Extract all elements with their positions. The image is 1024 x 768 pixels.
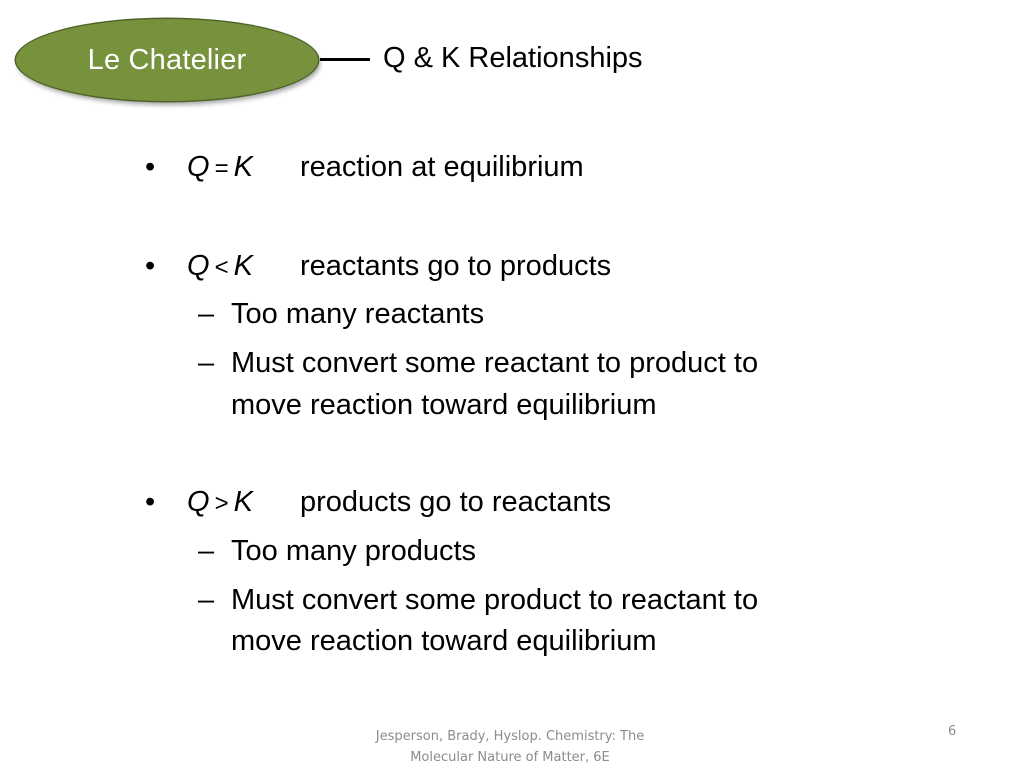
bullet-text: reactants go to products (300, 250, 612, 282)
relation-operator: = (214, 155, 229, 182)
relation-q-greater-than-k (187, 485, 253, 521)
bullet-marker: • (145, 250, 156, 282)
relation-right: K (233, 250, 253, 282)
sub-bullet-text-continued: move reaction toward equilibrium (231, 625, 657, 657)
sub-bullet-text: Must convert some reactant to product to (231, 347, 759, 379)
bullet-marker: • (145, 486, 156, 518)
relation-right: K (233, 486, 253, 518)
bullet-marker: • (145, 151, 156, 183)
bullet-text: reaction at equilibrium (300, 151, 584, 183)
page-number: 6 (948, 724, 957, 739)
footer-citation (340, 726, 680, 768)
sub-bullet-marker: – (198, 584, 215, 616)
slide-title: Q & K Relationships (383, 42, 643, 74)
le-chatelier-badge (16, 19, 318, 101)
citation-line-2: Molecular Nature of Matter, 6E (410, 750, 610, 765)
badge-label: Le Chatelier (87, 43, 247, 76)
sub-bullet-text: Too many reactants (231, 298, 485, 330)
sub-bullet-marker: – (198, 347, 215, 379)
bullet-text: products go to reactants (300, 486, 612, 518)
sub-bullet-text: Too many products (231, 535, 477, 567)
connector-line (320, 58, 370, 61)
sub-bullet-marker: – (198, 535, 215, 567)
relation-q-less-than-k (187, 249, 253, 285)
sub-bullet-text: Must convert some product to reactant to (231, 584, 759, 616)
relation-q-equals-k (187, 150, 253, 186)
relation-operator: > (214, 490, 229, 517)
relation-left: Q (187, 250, 210, 282)
relation-right: K (233, 151, 253, 183)
sub-bullet-text-continued: move reaction toward equilibrium (231, 389, 657, 421)
relation-left: Q (187, 486, 210, 518)
relation-left: Q (187, 151, 210, 183)
sub-bullet-marker: – (198, 298, 215, 330)
citation-line-1: Jesperson, Brady, Hyslop. Chemistry: The (375, 729, 645, 744)
relation-operator: < (214, 254, 229, 281)
